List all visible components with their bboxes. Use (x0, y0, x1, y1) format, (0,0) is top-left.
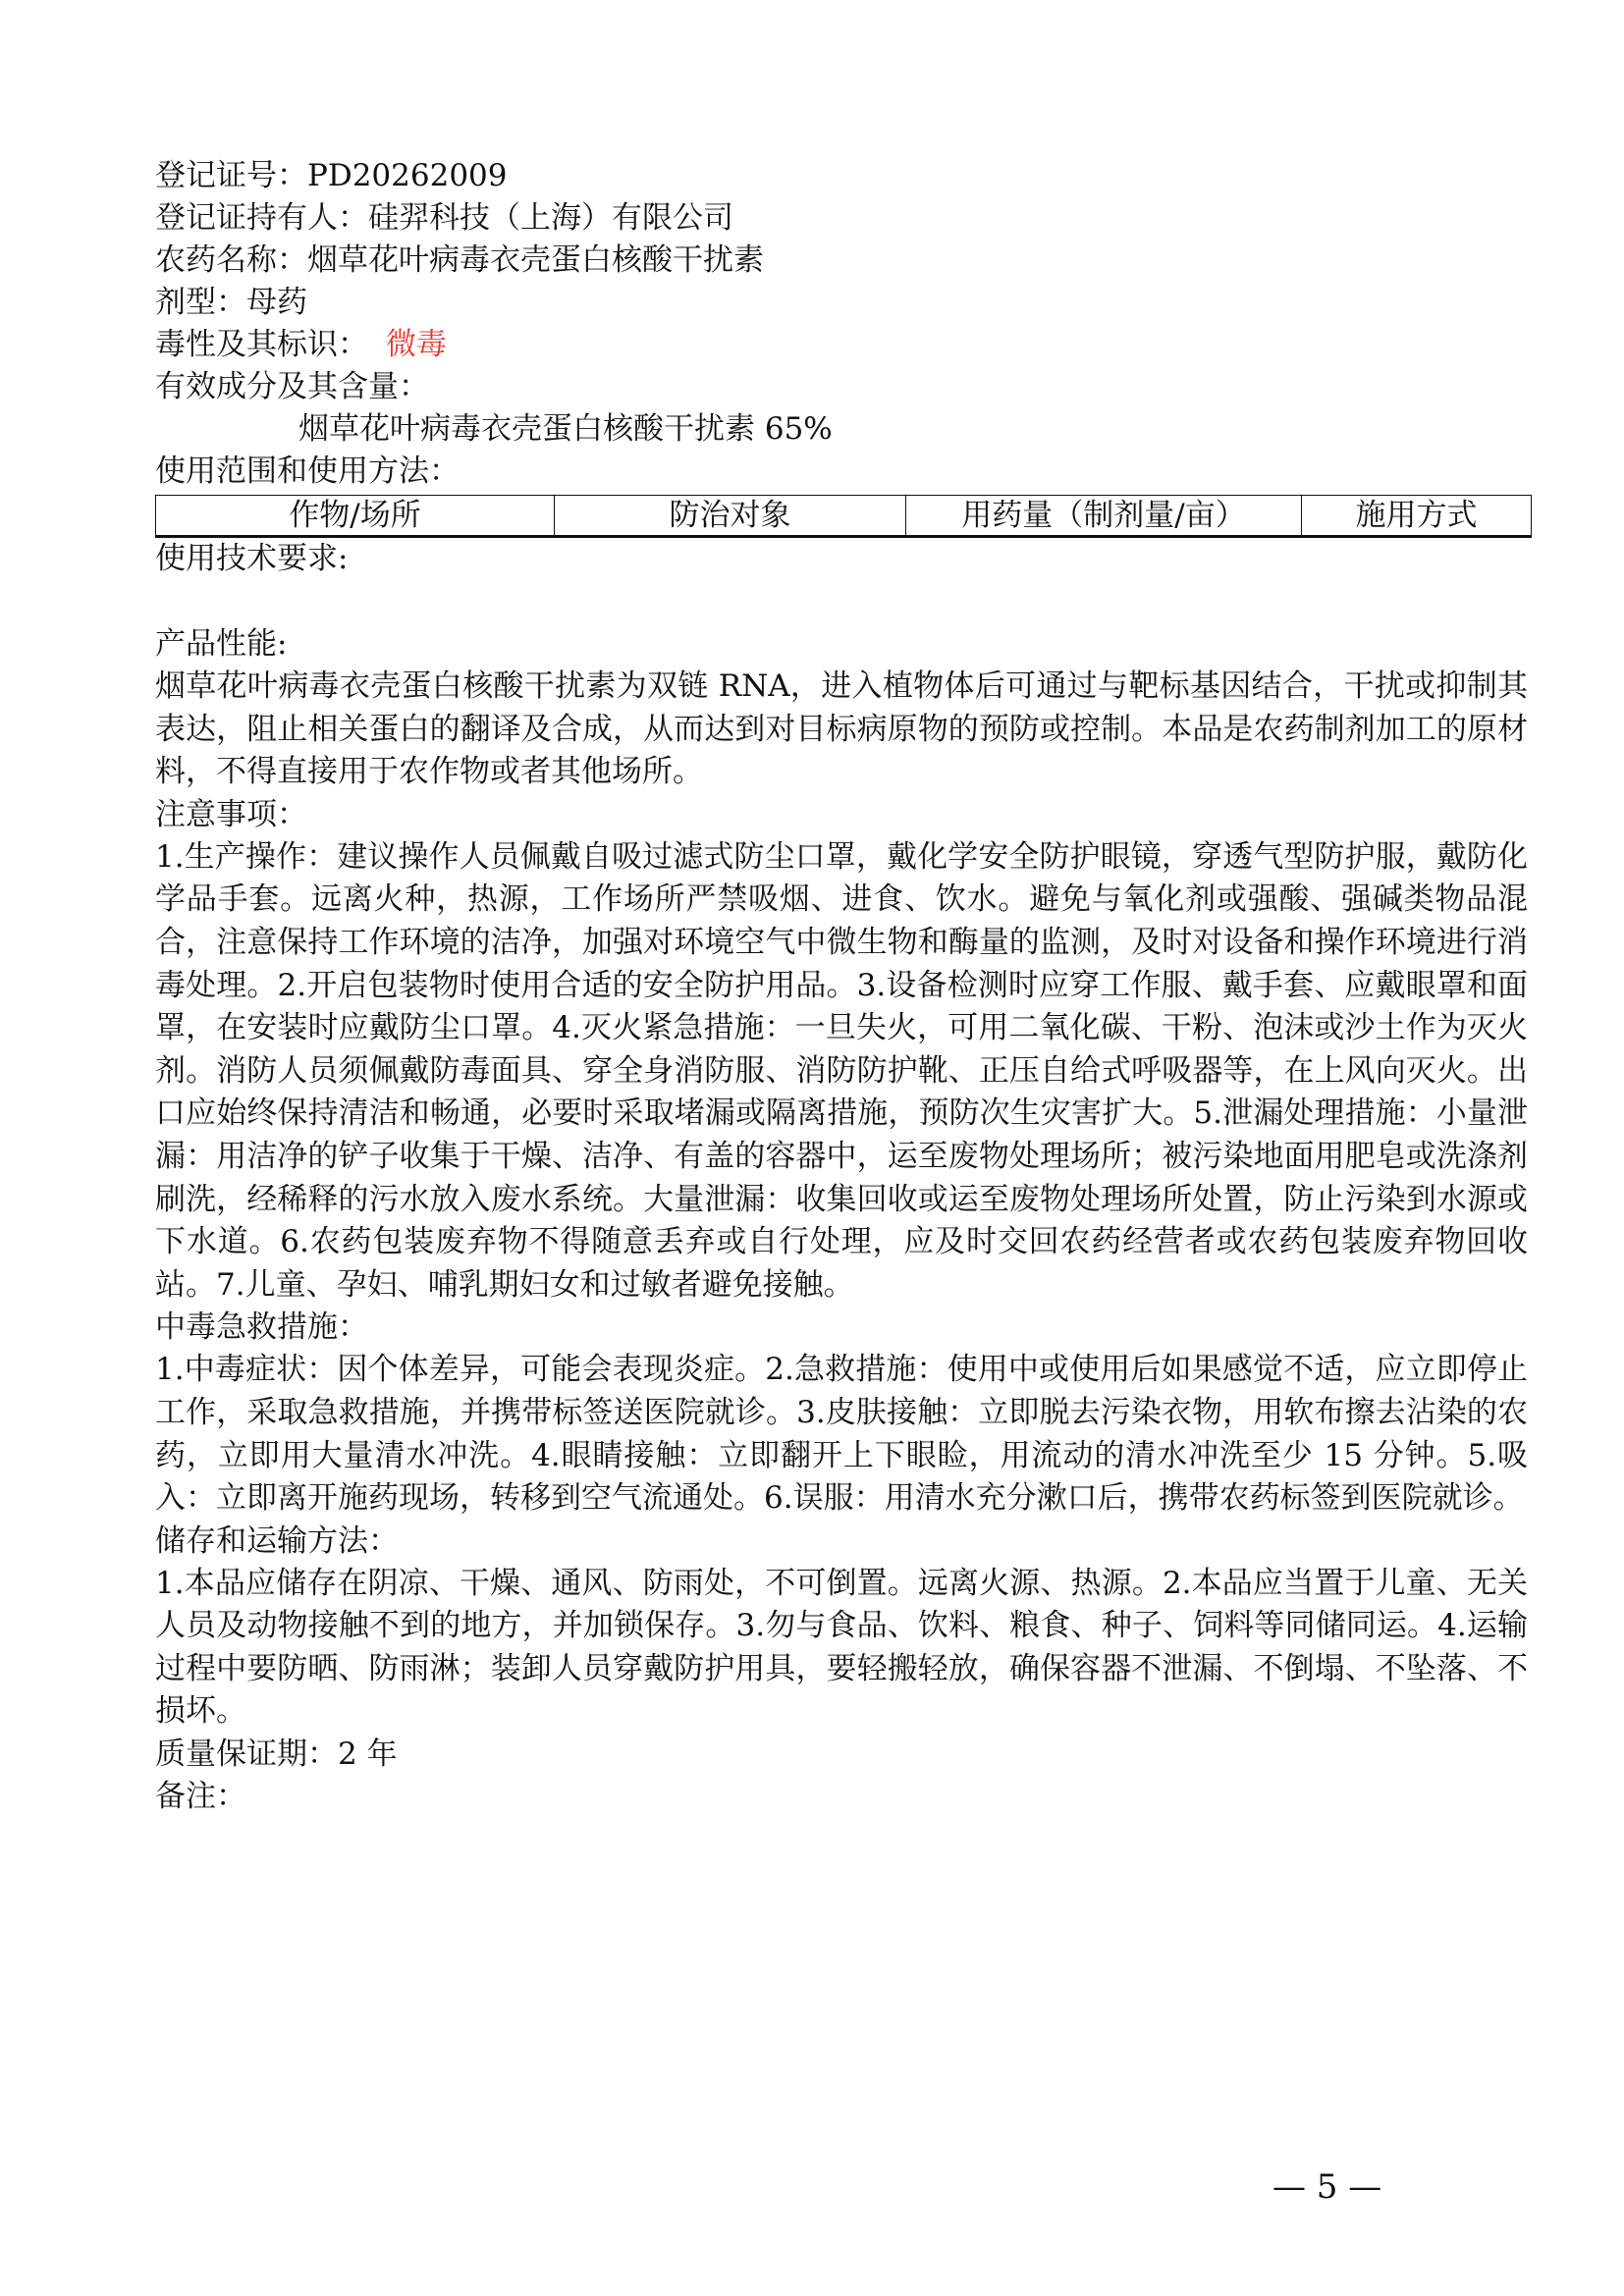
remarks-label: 备注： (155, 1779, 246, 1815)
usage-table (155, 495, 1532, 538)
toxicity-row (155, 324, 1530, 366)
toxicity-label: 毒性及其标识： (155, 327, 368, 362)
usage-table-header-method: 施用方式 (1302, 496, 1532, 537)
tech-requirements-label: 使用技术要求: (155, 541, 349, 576)
page-number: — 5 — (1272, 2167, 1382, 2207)
ingredients-label: 有效成分及其含量： (155, 369, 429, 404)
storage-text: 1.本品应储存在阴凉、干燥、通风、防雨处，不可倒置。远离火源、热源。2.本品应当置于儿童、无关人员及动物接触不到的地方，并加锁保存。3.勿与食品、饮料、粮食、种子、饲料等同储同运。4.运输过程中要防晒、防雨淋；装卸人员穿戴防护用具，要轻搬轻放，确保容器不泄漏、不倒塌、不坠落、不损坏。 (155, 1565, 1528, 1730)
first-aid-label: 中毒急救措施： (155, 1309, 368, 1346)
notes-text: 1.生产操作：建议操作人员佩戴自吸过滤式防尘口罩，戴化学安全防护眼镜，穿透气型防护服，戴防化学品手套。远离火种，热源，工作场所严禁吸烟、进食、饮水。避免与氧化剂或强酸、强碱类物品混合，注意保持工作环境的洁净，加强对环境空气中微生物和酶量的监测，及时对设备和操作环境进行消毒处理。2.开启包装物时使用合适的安全防护用品。3.设备检测时应穿工作服、戴手套、应戴眼罩和面罩，在安装时应戴防尘口罩。4.灭火紧急措施：一旦失火，可用二氧化碳、干粉、泡沫或沙土作为灭火剂。消防人员须佩戴防毒面具、穿全身消防服、消防防护靴、正压自给式呼吸器等，在上风向灭火。出口应始终保持清洁和畅通，必要时采取堵漏或隔离措施，预防次生灾害扩大。5.泄漏处理措施：小量泄漏：用洁净的铲子收集于干燥、洁净、有盖的容器中，运至废物处理场所；被污染地面用肥皂或洗涤剂刷洗，经稀释的污水放入废水系统。大量泄漏：收集回收或运至废物处理场所处置，防止污染到水源或下水道。6.农药包装废弃物不得随意丢弃或自行处理，应及时交回农药经营者或农药包装废弃物回收站。7.儿童、孕妇、哺乳期妇女和过敏者避免接触。 (155, 838, 1528, 1303)
blank-line (155, 580, 1530, 623)
performance-label: 产品性能: (155, 626, 288, 662)
usage-table-header-crop: 作物/场所 (156, 496, 555, 537)
toxicity-value: 微毒 (386, 327, 447, 362)
ingredient-content: 烟草花叶病毒衣壳蛋白核酸干扰素 65% (298, 411, 833, 447)
performance-text: 烟草花叶病毒衣壳蛋白核酸干扰素为双链 RNA，进入植物体后可通过与靶标基因结合，干扰或抑制其表达，阻止相关蛋白的翻译及合成，从而达到对目标病原物的预防或控制。本品是农药制剂加工的原材料，不得直接用于农作物或者其他场所。 (155, 668, 1528, 790)
shelf-life: 质量保证期：2 年 (155, 1736, 398, 1773)
registration-number: 登记证号：PD20262009 (155, 158, 508, 193)
notes-label: 注意事项： (155, 796, 307, 832)
usage-table-header-dosage: 用药量（制剂量/亩） (906, 496, 1302, 537)
usage-table-header-row (156, 496, 1532, 537)
usage-table-header-target: 防治对象 (555, 496, 906, 537)
document-page (155, 155, 1530, 1818)
formulation: 剂型：母药 (155, 285, 307, 320)
storage-label: 储存和运输方法： (155, 1522, 399, 1559)
usage-label: 使用范围和使用方法： (155, 454, 460, 489)
pesticide-name: 农药名称：烟草花叶病毒衣壳蛋白核酸干扰素 (155, 242, 764, 278)
registration-holder: 登记证持有人：硅羿科技（上海）有限公司 (155, 200, 733, 236)
first-aid-text: 1.中毒症状：因个体差异，可能会表现炎症。2.急救措施：使用中或使用后如果感觉不适，应立即停止工作，采取急救措施，并携带标签送医院就诊。3.皮肤接触：立即脱去污染衣物，用软布擦去沾染的农药，立即用大量清水冲洗。4.眼睛接触：立即翻开上下眼睑，用流动的清水冲洗至少 15 分钟。5.吸入：立即离开施药现场，转移到空气流通处。6.误服：用清水充分漱口后，携带农药标签到医院就诊。 (155, 1352, 1528, 1517)
